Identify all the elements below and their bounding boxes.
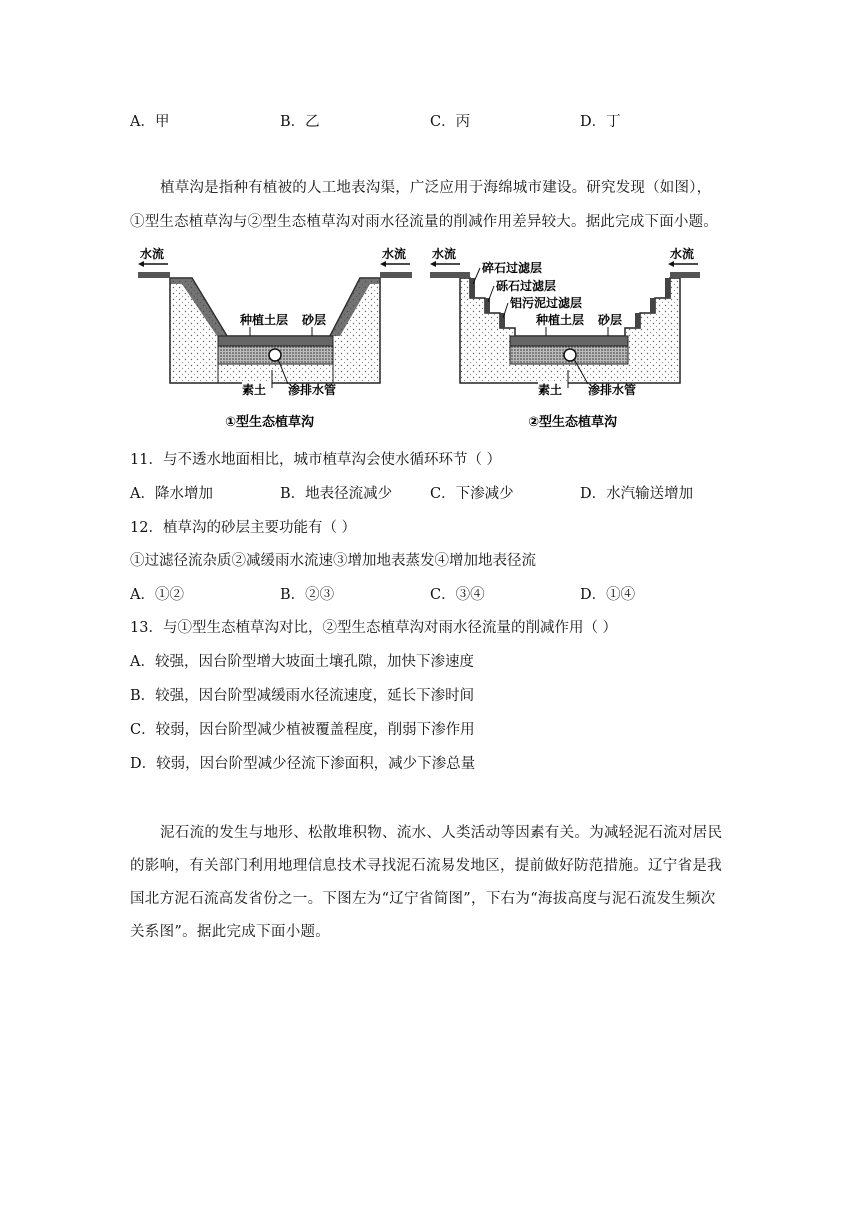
q10-option-d[interactable]: D．丁 xyxy=(580,114,621,130)
type1-swale-diagram xyxy=(138,246,412,430)
type2-water-left-label: 水流 xyxy=(432,247,457,261)
q11-option-c[interactable]: C．下渗减少 xyxy=(430,486,514,502)
passage2 xyxy=(130,817,730,949)
type2-sand-layer-label: 砂层 xyxy=(598,313,623,327)
q13-option-c[interactable]: C．较弱，因台阶型减少植被覆盖程度，削弱下渗作用 xyxy=(130,722,475,738)
q13-option-d[interactable]: D．较弱，因台阶型减少径流下渗面积，减少下渗总量 xyxy=(130,756,476,772)
type2-planting-layer-label: 种植土层 xyxy=(536,313,585,327)
type1-drain-pipe-label: 渗排水管 xyxy=(288,383,337,397)
type2-caption: ②型生态植草沟 xyxy=(528,415,618,430)
grass-swale-figure xyxy=(130,238,700,438)
type2-aluminum-filter-label: 铝污泥过滤层 xyxy=(510,296,583,310)
passage2-text: 泥石流的发生与地形、松散堆积物、流水、人类活动等因素有关。为减轻泥石流对居民的影响，有关部门利用地理信息技术寻找泥石流易发地区，提前做好防范措施。辽宁省是我国北方泥石流高发省份之一。下图左为“辽宁省简图”，下右为“海拔高度与泥石流发生频次关系图”。据此完成下面小题。 xyxy=(130,825,723,940)
q13-option-b[interactable]: B．较强，因台阶型减缓雨水径流速度，延长下渗时间 xyxy=(130,688,475,704)
type1-caption: ①型生态植草沟 xyxy=(225,415,315,430)
q11-stem: 11．与不透水地面相比，城市植草沟会使水循环环节（ ） xyxy=(130,452,502,468)
q12-option-c[interactable]: C．③④ xyxy=(430,587,485,603)
q10-option-b[interactable]: B．乙 xyxy=(280,114,320,130)
type1-water-right-label: 水流 xyxy=(382,247,407,261)
type1-water-left-label: 水流 xyxy=(140,247,165,261)
q10-option-c[interactable]: C．丙 xyxy=(430,114,471,130)
type2-gravel-filter-label: 碎石过滤层 xyxy=(482,261,543,275)
q12-stem: 12．植草沟的砂层主要功能有（ ） xyxy=(130,520,357,536)
type2-swale-diagram xyxy=(430,246,700,430)
type2-pebble-filter-label: 砾石过滤层 xyxy=(496,279,557,293)
q13-stem: 13．与①型生态植草沟对比，②型生态植草沟对雨水径流量的削减作用（ ） xyxy=(130,620,618,636)
q12-option-a[interactable]: A．①② xyxy=(130,587,184,603)
type1-sand-layer-label: 砂层 xyxy=(302,313,327,327)
q12-items: ①过滤径流杂质②减缓雨水流速③增加地表蒸发④增加地表径流 xyxy=(130,553,536,569)
q11-option-a[interactable]: A．降水增加 xyxy=(130,486,213,502)
type1-plain-soil-label: 素土 xyxy=(242,383,267,397)
passage1-line1: 植草沟是指种有植被的人工地表沟渠，广泛应用于海绵城市建设。研究发现（如图）， xyxy=(160,180,712,196)
passage1-line2: ①型生态植草沟与②型生态植草沟对雨水径流量的削减作用差异较大。据此完成下面小题。 xyxy=(130,214,718,230)
q10-option-a[interactable]: A．甲 xyxy=(130,114,170,130)
q12-option-b[interactable]: B．②③ xyxy=(280,587,335,603)
q11-option-d[interactable]: D．水汽输送增加 xyxy=(580,486,694,502)
type2-drain-pipe-label: 渗排水管 xyxy=(588,383,637,397)
q13-option-a[interactable]: A．较强，因台阶型增大坡面土壤孔隙，加快下渗速度 xyxy=(130,654,474,670)
type2-plain-soil-label: 素土 xyxy=(538,383,563,397)
type1-planting-layer-label: 种植土层 xyxy=(240,313,289,327)
type2-water-right-label: 水流 xyxy=(670,247,695,261)
q11-option-b[interactable]: B．地表径流减少 xyxy=(280,486,393,502)
q12-option-d[interactable]: D．①④ xyxy=(580,587,636,603)
